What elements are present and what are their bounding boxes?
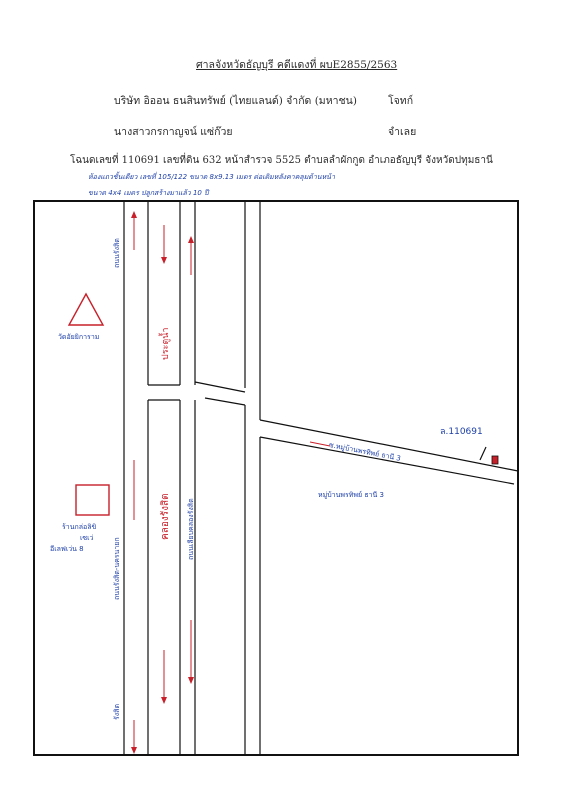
side-road-label: ถนนเลียบคลองรังสิต [187,498,195,560]
main-road-label-top: ถนนรังสิต [113,238,121,268]
handwritten-note-line-2: ขนาด 4x4 เมตร ปลูกสร้างมาแล้ว 10 ปี [88,189,209,197]
store-square-icon [76,485,109,515]
main-road-label-bottom: รังสิต [113,704,121,720]
canal-label: คลองรังสิต [160,493,171,540]
store-sublabel-2: อีเลฟเว่น 8 [50,545,84,553]
store-sublabel: เซเว่ [80,534,94,542]
village-label: หมู่บ้านพรทิพย์ ธานี 3 [318,491,384,499]
arrowhead [188,677,194,684]
arrowhead [161,697,167,704]
deed-line: โฉนดเลขที่ 110691 เลขที่ดิน 632 หน้าสำรวจ 5525 ตำบลลำผักกูด อำเภอธัญบุรี จังหวัดปทุมธานี [70,155,493,166]
court-case-title: ศาลจังหวัดธัญบุรี คดีแดงที่ ผบE2855/2563 [196,59,398,71]
soi-label-road: ซ.หมู่บ้านพรทิพย์ ธานี 3 [328,440,402,463]
parcel-marker-icon [492,456,498,464]
canal-gate-label: ประตูน้ำ [161,327,171,360]
arrowhead [131,211,137,218]
arrowhead [131,747,137,754]
main-road-label-middle: ถนนรังสิต-นครนายก [113,537,121,600]
arrowhead [188,236,194,243]
arrowheads [131,211,194,754]
lane-connector-top [195,382,245,392]
plaintiff-role: โจทก์ [388,95,414,107]
temple-label: วัดอัยยิการาม [58,333,100,341]
lane-connector-bottom [205,398,245,405]
arrow-line [310,442,330,446]
parcel-marker-line [480,447,486,460]
arrowhead [161,257,167,264]
store-label: ร้านกล่อลิขิ [62,523,97,531]
parcel-label: ล.110691 [440,427,483,437]
defendant-role: จำเลย [388,126,417,138]
defendant-name: นางสาวกรกาญจน์ แซ่ก๊วย [114,126,233,138]
handwritten-note-line-1: ห้องแถวชั้นเดียว เลขที่ 105/122 ขนาด 8x9.13 เมตร ต่อเติมหลังคาคลุมด้านหน้า [88,173,335,181]
plaintiff-name: บริษัท อิออน ธนสินทรัพย์ (ไทยแลนด์) จำกัด (มหาชน) [114,95,357,107]
temple-triangle-icon [69,294,103,325]
